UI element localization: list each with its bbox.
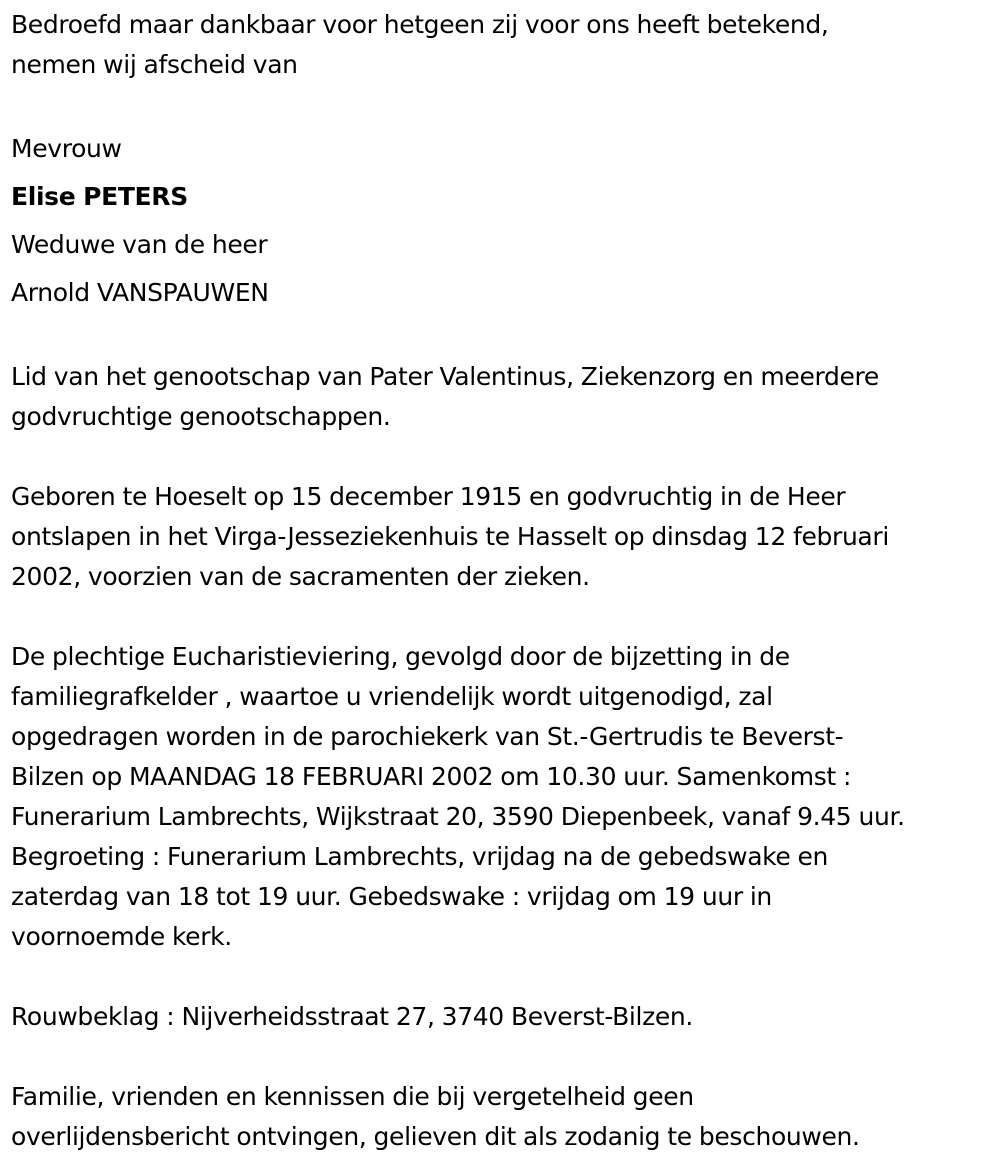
- membership-line: godvruchtige genootschappen.: [11, 402, 391, 431]
- deceased-title: Mevrouw: [11, 134, 122, 163]
- deceased-spouse: Arnold VANSPAUWEN: [11, 278, 269, 307]
- ceremony-line: Funerarium Lambrechts, Wijkstraat 20, 3590 Diepenbeek, vanaf 9.45 uur.: [11, 802, 905, 831]
- closing-line: Familie, vrienden en kennissen die bij vergetelheid geen: [11, 1082, 694, 1111]
- paragraph-gap: [11, 437, 996, 477]
- deceased-relation: Weduwe van de heer: [11, 230, 268, 259]
- deceased-name: Elise PETERS: [11, 182, 188, 211]
- intro-line: Bedroefd maar dankbaar voor hetgeen zij voor ons heeft betekend,: [11, 10, 829, 39]
- ceremony-line: Bilzen op MAANDAG 18 FEBRUARI 2002 om 10.30 uur. Samenkomst :: [11, 762, 852, 791]
- ceremony-line: Begroeting : Funerarium Lambrechts, vrijdag na de gebedswake en: [11, 842, 829, 871]
- obituary-notice: [11, 5, 996, 1157]
- birth-death-line: Geboren te Hoeselt op 15 december 1915 en godvruchtig in de Heer: [11, 482, 846, 511]
- ceremony-line: opgedragen worden in de parochiekerk van St.-Gertrudis te Beverst-: [11, 722, 844, 751]
- ceremony-line: familiegrafkelder , waartoe u vriendelijk wordt uitgenodigd, zal: [11, 682, 773, 711]
- condolence-address: Rouwbeklag : Nijverheidsstraat 27, 3740 Beverst-Bilzen.: [11, 1002, 693, 1031]
- paragraph-gap: [11, 597, 996, 637]
- birth-death-line: 2002, voorzien van de sacramenten der zieken.: [11, 562, 590, 591]
- paragraph-gap: [11, 957, 996, 997]
- deceased-block: [11, 125, 996, 317]
- birth-death-line: ontslapen in het Virga-Jesseziekenhuis te Hasselt op dinsdag 12 februari: [11, 522, 889, 551]
- ceremony-line: voornoemde kerk.: [11, 922, 232, 951]
- intro-paragraph: [11, 5, 996, 85]
- ceremony-paragraph: [11, 637, 996, 957]
- condolence-paragraph: [11, 997, 996, 1037]
- membership-line: Lid van het genootschap van Pater Valentinus, Ziekenzorg en meerdere: [11, 362, 879, 391]
- birth-death-paragraph: [11, 477, 996, 597]
- paragraph-gap: [11, 1037, 996, 1077]
- paragraph-gap: [11, 85, 996, 125]
- intro-line: nemen wij afscheid van: [11, 50, 298, 79]
- membership-paragraph: [11, 357, 996, 437]
- ceremony-line: De plechtige Eucharistieviering, gevolgd door de bijzetting in de: [11, 642, 790, 671]
- closing-line: overlijdensbericht ontvingen, gelieven dit als zodanig te beschouwen.: [11, 1122, 860, 1151]
- paragraph-gap: [11, 317, 996, 357]
- ceremony-line: zaterdag van 18 tot 19 uur. Gebedswake : vrijdag om 19 uur in: [11, 882, 772, 911]
- closing-paragraph: [11, 1077, 996, 1157]
